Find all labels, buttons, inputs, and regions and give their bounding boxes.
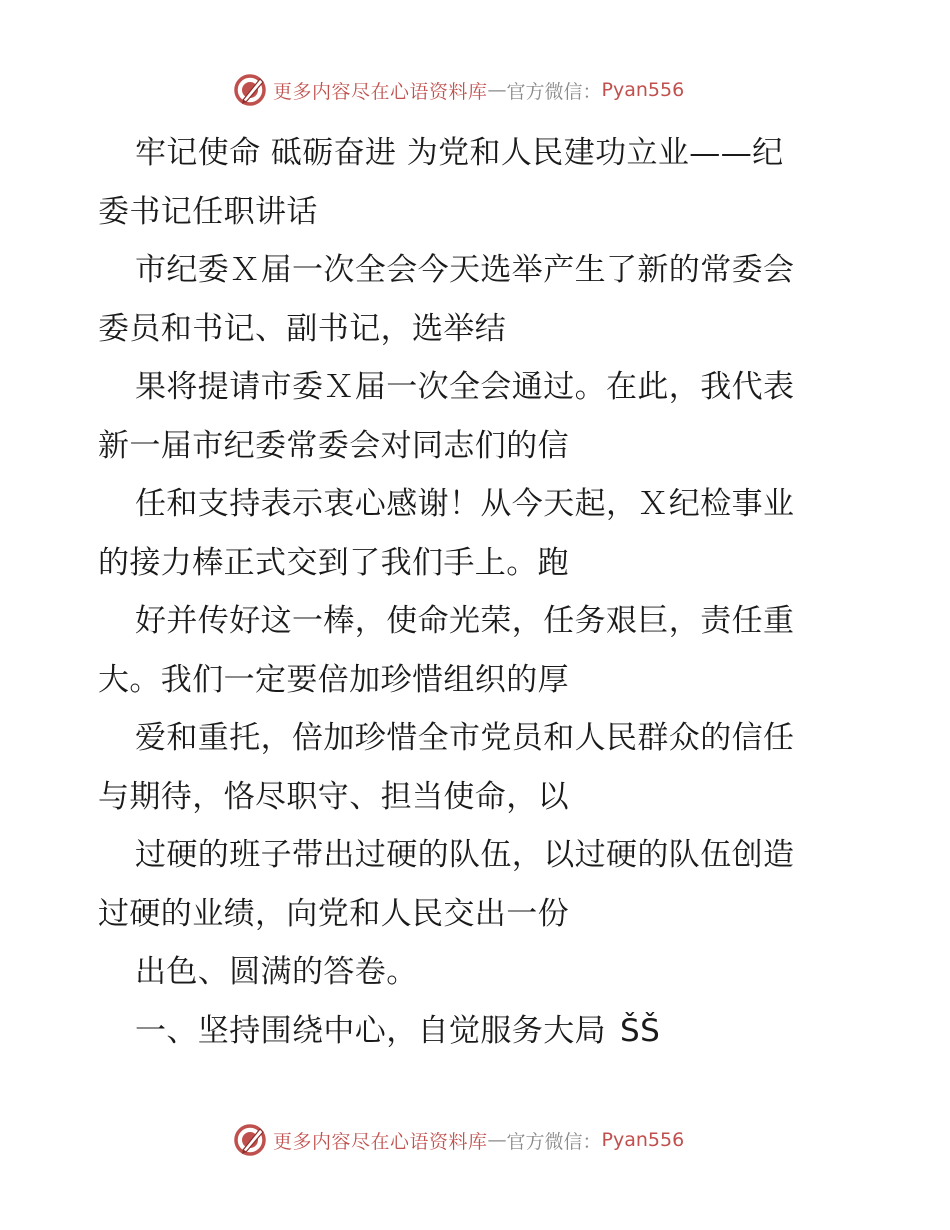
section-heading-marks: ŠŠ [620,1012,661,1049]
title-line-2: 委书记任职讲话 [98,193,318,230]
paragraph-line: 过硬的班子带出过硬的队伍，以过硬的队伍创造 [135,837,795,873]
paragraph-line: 新一届市纪委常委会对同志们的信 [98,427,569,464]
paragraph-line: 好并传好这一棒，使命光荣，任务艰巨，责任重 [135,603,795,639]
watermark-wechat-id: Pyan556 [601,1129,685,1151]
header-watermark [233,72,684,108]
watermark-text: 更多内容尽在心语资料库 [273,1130,488,1153]
paragraph-line: 出色、圆满的答卷。 [135,954,418,990]
paragraph-line: 委员和书记、副书记，选举结 [98,310,507,347]
paragraph-line: 爱和重托，倍加珍惜全市党员和人民群众的信任 [135,720,795,756]
pen-logo-icon [233,1123,267,1157]
watermark-separator: — [487,79,507,101]
section-heading-text: 一、坚持围绕中心，自觉服务大局 [135,1012,606,1049]
document-body [98,124,858,1060]
paragraph-line: 的接力棒正式交到了我们手上。跑 [98,544,569,581]
paragraph-line: 大。我们一定要倍加珍惜组织的厚 [98,661,569,698]
watermark-wechat-label: 官方微信： [506,80,602,103]
pen-logo-icon [233,73,267,107]
paragraph-line: 果将提请市委Ｘ届一次全会通过。在此，我代表 [135,369,795,405]
title-line-1: 牢记使命 砥砺奋进 为党和人民建功立业——纪 [135,135,784,171]
paragraph-line: 市纪委Ｘ届一次全会今天选举产生了新的常委会 [135,252,795,288]
watermark-separator: — [487,1129,507,1151]
footer-watermark [233,1122,684,1158]
watermark-wechat-id: Pyan556 [601,79,685,101]
paragraph-line: 与期待，恪尽职守、担当使命，以 [98,778,569,815]
watermark-text: 更多内容尽在心语资料库 [273,80,488,103]
section-heading [98,1002,858,1061]
paragraph-line: 任和支持表示衷心感谢！从今天起，Ｘ纪检事业 [135,486,795,522]
paragraph-line: 过硬的业绩，向党和人民交出一份 [98,895,569,932]
watermark-wechat-label: 官方微信： [506,1130,602,1153]
